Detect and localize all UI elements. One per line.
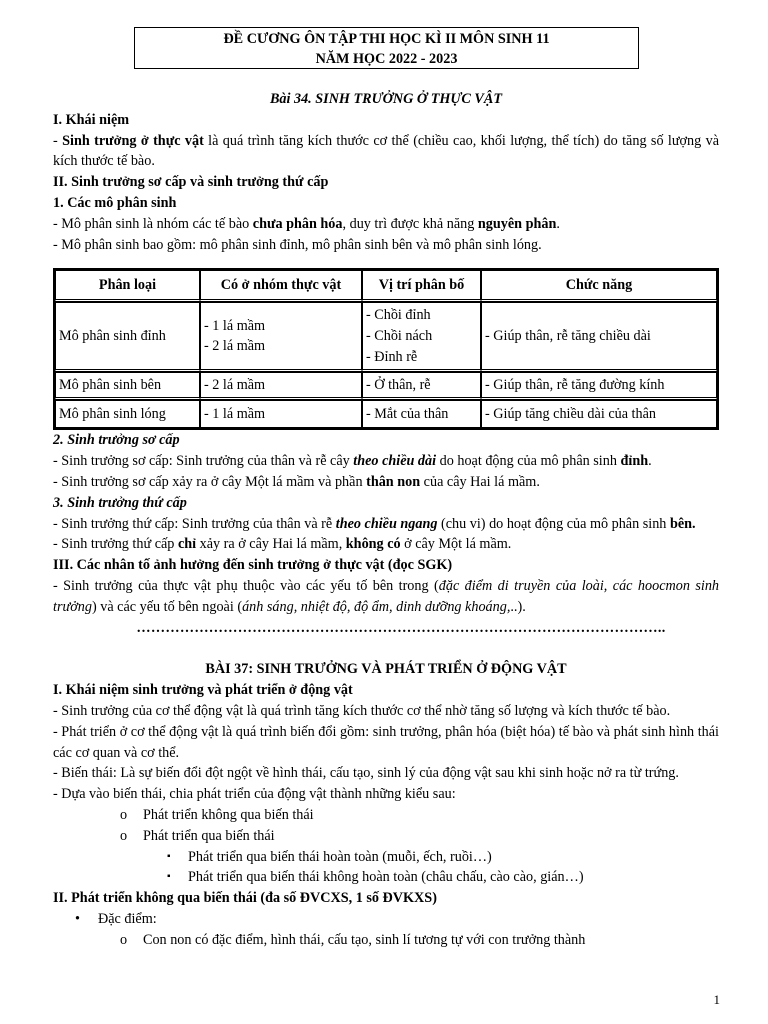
table-row bbox=[55, 400, 717, 428]
b34-meristem-types: - Mô phân sinh bao gồm: mô phân sinh đỉnh, mô phân sinh bên và mô phân sinh lóng. bbox=[53, 236, 542, 253]
b34-primary-where: - Sinh trưởng sơ cấp xảy ra ở cây Một lá mầm và phần thân non của cây Hai lá mầm. bbox=[53, 473, 540, 490]
b34-sub2-heading: 2. Sinh trưởng sơ cấp bbox=[53, 432, 180, 449]
b34-secondary-where: - Sinh trưởng thứ cấp chỉ xảy ra ở cây Hai lá mầm, không có ở cây Một lá mầm. bbox=[53, 536, 512, 553]
table-cell: - Giúp thân, rễ tăng chiều dài bbox=[481, 302, 717, 372]
b34-section3-heading: III. Các nhân tố ảnh hưởng đến sinh trưởng ở thực vật (đọc SGK) bbox=[53, 557, 453, 574]
table-cell: Mô phân sinh đỉnh bbox=[55, 302, 200, 372]
table-row bbox=[55, 302, 717, 372]
b34-definition: - Sinh trưởng ở thực vật là quá trình tăng kích thước cơ thể (chiều cao, khối lượng, thể tích) do tăng số lượng và kích thước tế bào. bbox=[53, 132, 719, 170]
table-cell: - 2 lá mầm bbox=[200, 372, 362, 400]
list-item: ▪ Phát triển qua biến thái hoàn toàn (muỗi, ếch, ruồi…) bbox=[167, 848, 492, 865]
table-header-cell: Chức năng bbox=[481, 270, 717, 302]
b34-sub1-heading: 1. Các mô phân sinh bbox=[53, 194, 177, 211]
table-cell: - Chồi đỉnh - Chồi nách - Đỉnh rễ bbox=[362, 302, 481, 372]
table-cell: Mô phân sinh bên bbox=[55, 372, 200, 400]
table-header-row bbox=[55, 270, 717, 302]
table-cell: - Ở thân, rễ bbox=[362, 372, 481, 400]
b37-metamorphosis-def: - Biến thái: Là sự biến đổi đột ngột về hình thái, cấu tạo, sinh lý của động vật sau khi sinh hoặc nở ra từ trứng. bbox=[53, 765, 679, 782]
table-cell: - 1 lá mầm bbox=[200, 400, 362, 428]
table-cell: - Giúp tăng chiều dài của thân bbox=[481, 400, 717, 428]
page-number: 1 bbox=[713, 992, 720, 1007]
b34-sub3-heading: 3. Sinh trưởng thứ cấp bbox=[53, 494, 187, 511]
b34-primary-def: - Sinh trưởng sơ cấp: Sinh trưởng của thân và rễ cây theo chiều dài do hoạt động của mô phân sinh đỉnh. bbox=[53, 453, 652, 470]
b37-growth-def: - Sinh trưởng của cơ thể động vật là quá trình tăng kích thước cơ thể nhờ tăng số lượng và kích thước tế bào. bbox=[53, 702, 671, 719]
list-item: o Phát triển qua biến thái bbox=[120, 827, 275, 844]
b37-development-def: - Phát triển ở cơ thể động vật là quá trình biến đổi gồm: sinh trưởng, phân hóa (biệt hóa) tế bào và phát sinh hình thái các cơ quan và cơ thể. bbox=[53, 723, 719, 761]
table-header-cell: Phân loại bbox=[55, 270, 200, 302]
table-cell: Mô phân sinh lóng bbox=[55, 400, 200, 428]
table-row bbox=[55, 372, 717, 400]
section-divider-dots: ……………………………………………………………………………………………….. bbox=[136, 619, 666, 636]
header-title-line1: ĐỀ CƯƠNG ÔN TẬP THI HỌC KÌ II MÔN SINH 11 bbox=[223, 31, 550, 47]
b37-section1-heading: I. Khái niệm sinh trưởng và phát triển ở động vật bbox=[53, 682, 353, 699]
table-cell: - Mắt của thân bbox=[362, 400, 481, 428]
meristem-table bbox=[53, 268, 719, 430]
table-cell: - Giúp thân, rễ tăng đường kính bbox=[481, 372, 717, 400]
header-box bbox=[134, 27, 639, 69]
document-body bbox=[53, 89, 719, 951]
table-header-cell: Có ở nhóm thực vật bbox=[200, 270, 362, 302]
b37-types-intro: - Dựa vào biến thái, chia phát triển của động vật thành những kiểu sau: bbox=[53, 786, 456, 803]
b34-secondary-def: - Sinh trưởng thứ cấp: Sinh trưởng của thân và rễ theo chiều ngang (chu vi) do hoạt động của mô phân sinh bên. bbox=[53, 515, 696, 532]
b34-factors: - Sinh trưởng của thực vật phụ thuộc vào các yếu tố bên trong (đặc điểm di truyền của loài, các hoocmon sinh trưởng) và các yếu tố bên ngoài (ánh sáng, nhiệt độ, độ ẩm, dinh dưỡng khoáng,..). bbox=[53, 577, 720, 615]
table-cell: - 1 lá mầm - 2 lá mầm bbox=[200, 302, 362, 372]
list-item: o Phát triển không qua biến thái bbox=[120, 806, 314, 823]
b34-meristem-def: - Mô phân sinh là nhóm các tế bào chưa phân hóa, duy trì được khả năng nguyên phân. bbox=[53, 215, 560, 232]
lesson-37-title: BÀI 37: SINH TRƯỞNG VÀ PHÁT TRIỂN Ở ĐỘNG VẬT bbox=[205, 661, 567, 678]
list-item: • Đặc điểm: bbox=[75, 910, 157, 927]
table-header-cell: Vị trí phân bố bbox=[362, 270, 481, 302]
b37-section2-heading: II. Phát triển không qua biến thái (đa số ĐVCXS, 1 số ĐVKXS) bbox=[53, 890, 437, 907]
b34-section2-heading: II. Sinh trưởng sơ cấp và sinh trưởng thứ cấp bbox=[53, 174, 329, 191]
header-title-line2: NĂM HỌC 2022 - 2023 bbox=[315, 51, 458, 67]
list-item: o Con non có đặc điểm, hình thái, cấu tạo, sinh lí tương tự với con trưởng thành bbox=[120, 931, 586, 948]
b34-section1-heading: I. Khái niệm bbox=[53, 111, 130, 128]
lesson-34-title: Bài 34. SINH TRƯỞNG Ở THỰC VẬT bbox=[269, 91, 503, 107]
list-item: ▪ Phát triển qua biến thái không hoàn toàn (châu chấu, cào cào, gián…) bbox=[167, 869, 584, 886]
